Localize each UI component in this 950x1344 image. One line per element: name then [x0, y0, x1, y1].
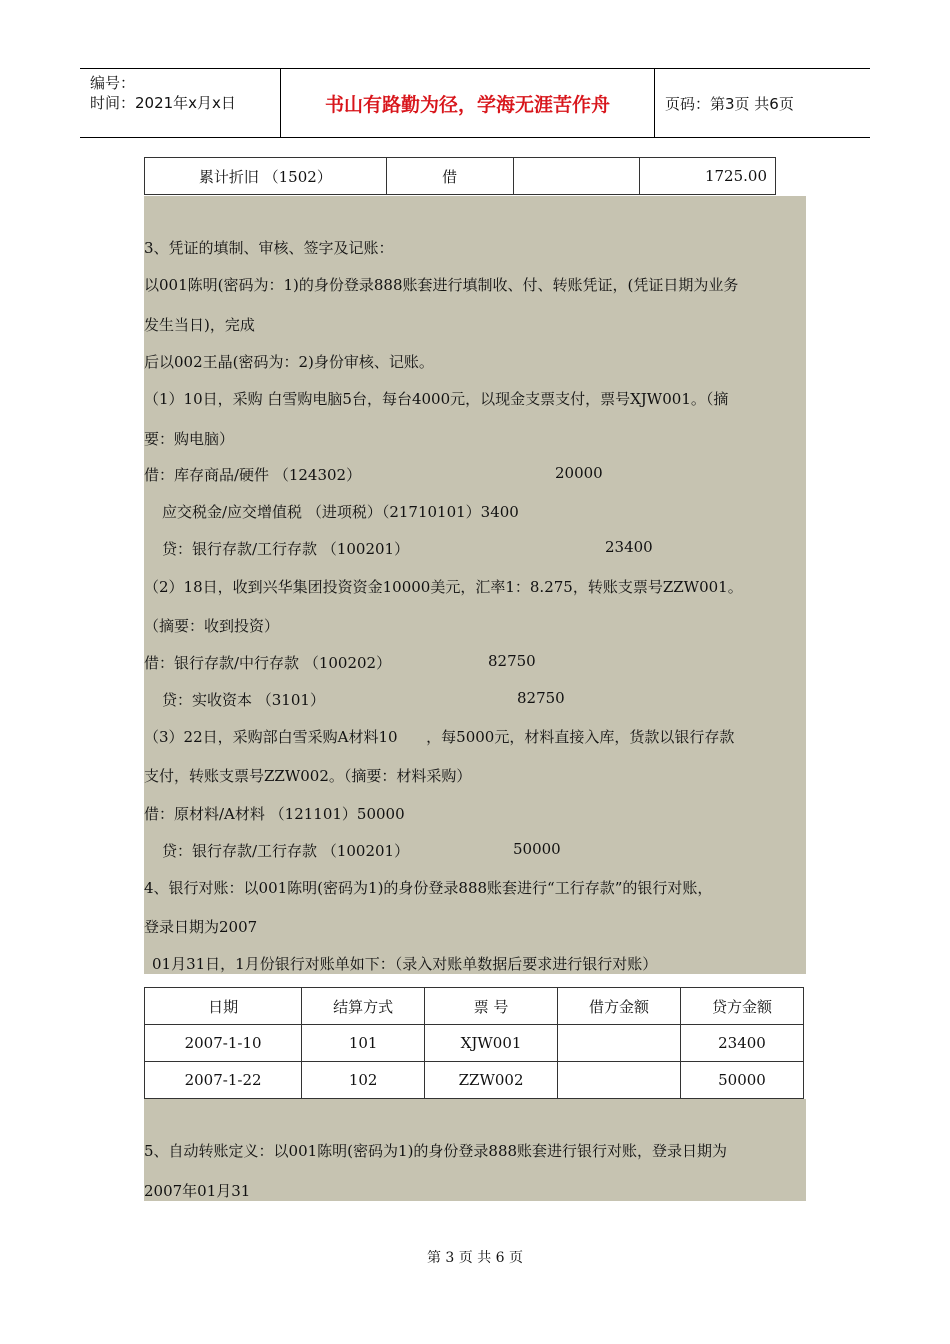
table-cell: 2007-1-22	[145, 1062, 302, 1099]
text-line: 支付，转账支票号ZZW002。（摘要：材料采购）	[144, 767, 472, 785]
depreciation-table	[144, 157, 776, 195]
amount-cell: 1725.00	[640, 158, 776, 195]
number-label: 编号：	[90, 74, 136, 92]
header-meta	[80, 69, 281, 137]
text-line: 以001陈明(密码为：1)的身份登录888账套进行填制收、付、转账凭证，(凭证日期为业务	[144, 276, 739, 294]
text-line: 3、凭证的填制、审核、签字及记账：	[144, 239, 394, 257]
table-cell	[557, 1062, 680, 1099]
table-cell: ZZW002	[425, 1062, 558, 1099]
table-cell: XJW001	[425, 1025, 558, 1062]
table-cell: 23400	[680, 1025, 803, 1062]
bank-statement-table	[144, 987, 804, 1099]
text-line: 借：库存商品/硬件 （124302）	[144, 466, 362, 484]
text-line: 贷：银行存款/工行存款 （100201）	[162, 540, 410, 558]
table-cell: 50000	[680, 1062, 803, 1099]
table-cell: 2007-1-10	[145, 1025, 302, 1062]
text-line: （3）22日，采购部白雪采购A材料10 ，每5000元，材料直接入库，货款以银行存款	[144, 728, 735, 746]
text-line: （1）10日，采购 白雪购电脑5台，每台4000元，以现金支票支付，票号XJW001。（摘	[144, 390, 729, 408]
slogan: 书山有路勤为径，学海无涯苦作舟	[281, 69, 655, 137]
text-line: 登录日期为2007	[144, 918, 258, 936]
table-cell	[557, 1025, 680, 1062]
amount-text: 50000	[513, 840, 561, 858]
text-line: 01月31日，1月份银行对账单如下：（录入对账单数据后要求进行银行对账）	[152, 955, 658, 973]
account-cell: 累计折旧 （1502）	[145, 158, 387, 195]
text-line: 要：购电脑）	[144, 430, 235, 448]
header-cell: 票 号	[425, 988, 558, 1025]
header-cell: 结算方式	[302, 988, 425, 1025]
table-row	[145, 1062, 804, 1099]
header-cell: 日期	[145, 988, 302, 1025]
table-row	[145, 1025, 804, 1062]
amount-text: 82750	[517, 689, 565, 707]
amount-text: 20000	[555, 464, 603, 482]
text-line: 2007年01月31	[144, 1182, 251, 1200]
header-cell: 借方金额	[557, 988, 680, 1025]
text-line: （2）18日，收到兴华集团投资资金10000美元，汇率1：8.275，转账支票号ZZW001。	[144, 578, 743, 596]
text-line: 贷：银行存款/工行存款 （100201）	[162, 842, 410, 860]
page-label: 页码：第3页 共6页	[665, 94, 794, 113]
table-row	[145, 158, 776, 195]
text-line: 4、银行对账：以001陈明(密码为1)的身份登录888账套进行“工行存款”的银行对账，	[144, 879, 713, 897]
empty-cell	[513, 158, 640, 195]
page-header	[80, 68, 870, 138]
text-line: 应交税金/应交增值税 （进项税）（21710101）3400	[162, 503, 519, 521]
table-cell: 101	[302, 1025, 425, 1062]
text-line: 借：银行存款/中行存款 （100202）	[144, 654, 392, 672]
text-line: 借：原材料/A材料 （121101）50000	[144, 805, 405, 823]
direction-cell: 借	[386, 158, 513, 195]
amount-text: 82750	[488, 652, 536, 670]
text-line: 发生当日)，完成	[144, 316, 255, 334]
text-line: 贷：实收资本 （3101）	[162, 691, 325, 709]
header-cell: 贷方金额	[680, 988, 803, 1025]
table-cell: 102	[302, 1062, 425, 1099]
text-line: 5、自动转账定义：以001陈明(密码为1)的身份登录888账套进行银行对账，登录日期为	[144, 1142, 728, 1160]
time-label: 时间：2021年x月x日	[90, 94, 236, 112]
text-line: 后以002王晶(密码为：2)身份审核、记账。	[144, 353, 434, 371]
table-header-row	[145, 988, 804, 1025]
amount-text: 23400	[605, 538, 653, 556]
page-footer: 第 3 页 共 6 页	[426, 1250, 524, 1266]
text-line: （摘要：收到投资）	[144, 617, 280, 635]
